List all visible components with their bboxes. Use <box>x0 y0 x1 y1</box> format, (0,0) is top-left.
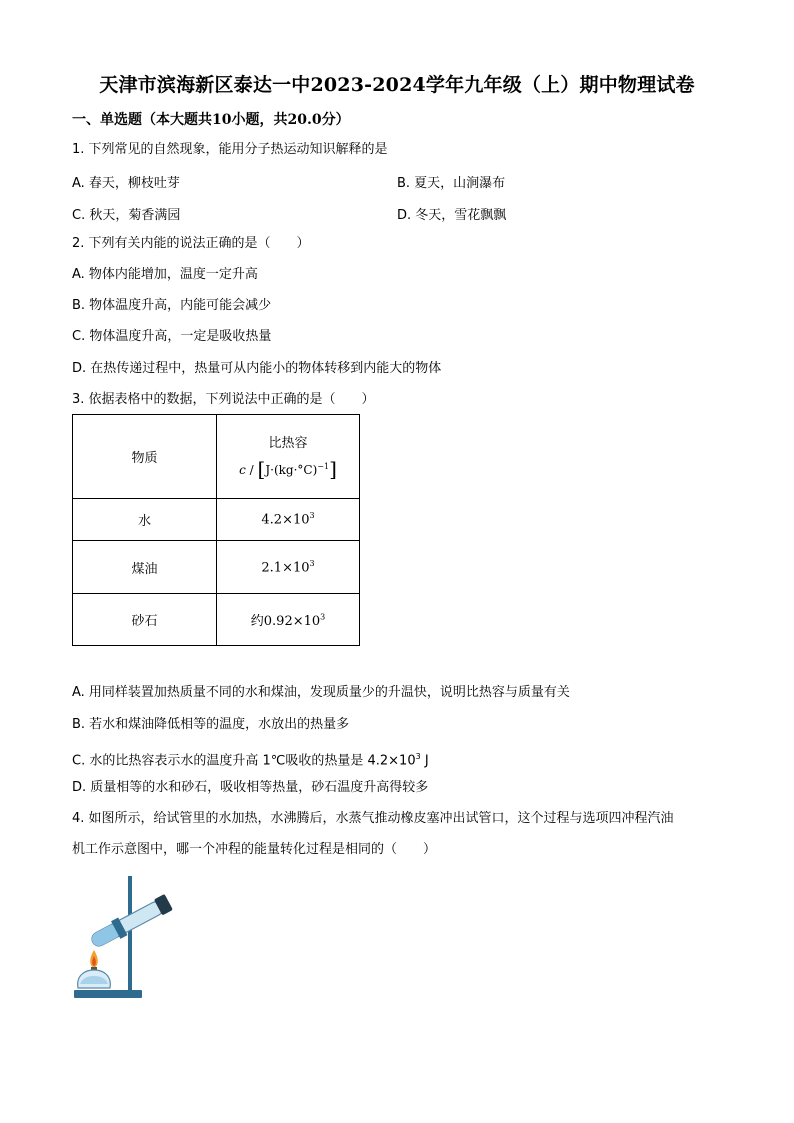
question-1-stem: 1. 下列常见的自然现象，能用分子热运动知识解释的是 <box>72 142 388 157</box>
question-3-option-b: B. 若水和煤油降低相等的温度，水放出的热量多 <box>72 717 350 732</box>
table-row <box>73 499 360 541</box>
option-c-exponent: 3 <box>415 752 421 761</box>
question-3-stem: 3. 依据表格中的数据，下列说法中正确的是（ ） <box>72 392 375 407</box>
value-mantissa: 2.1×10 <box>261 560 310 576</box>
test-tube-heating-illustration <box>70 872 180 1002</box>
table-cell-substance: 煤油 <box>73 541 217 594</box>
table-header-unit <box>217 457 359 481</box>
question-2-stem: 2. 下列有关内能的说法正确的是（ ） <box>72 236 310 251</box>
unit-slash: / <box>245 463 258 477</box>
question-1-option-a: A. 春天，柳枝吐芽 <box>72 176 180 191</box>
table-cell-value <box>217 499 360 541</box>
value-prefix: 约 <box>250 614 264 629</box>
question-3-option-d: D. 质量相等的水和砂石，吸收相等热量，砂石温度升高得较多 <box>72 780 429 795</box>
question-3-option-a: A. 用同样装置加热质量不同的水和煤油，发现质量少的升温快，说明比热容与质量有关 <box>72 685 570 700</box>
section-heading: 一、单选题（本大题共10小题，共20.0分） <box>72 112 350 128</box>
question-4-stem-line-1: 4. 如图所示，给试管里的水加热，水沸腾后，水蒸气推动橡皮塞冲出试管口，这个过程与选项四冲程汽油 <box>72 811 674 826</box>
question-2-option-c: C. 物体温度升高，一定是吸收热量 <box>72 329 272 344</box>
value-exponent: 3 <box>320 612 326 622</box>
table-row <box>73 541 360 594</box>
value-exponent: 3 <box>309 511 315 521</box>
left-bracket: [ <box>257 457 266 481</box>
question-1-option-d: D. 冬天，雪花飘飘 <box>397 208 507 223</box>
question-1-option-b: B. 夏天，山涧瀑布 <box>397 176 506 191</box>
table-header-specific-heat-label: 比热容 <box>268 436 308 451</box>
table-cell-substance: 砂石 <box>73 594 217 646</box>
question-2-option-a: A. 物体内能增加，温度一定升高 <box>72 267 258 282</box>
value-mantissa: 0.92×10 <box>263 614 321 629</box>
unit-exponent: −1 <box>317 462 330 471</box>
value-exponent: 3 <box>309 558 315 568</box>
table-cell-value <box>217 594 360 646</box>
option-c-text: C. 水的比热容表示水的温度升高 1℃吸收的热量是 4.2×10 <box>72 753 416 769</box>
table-cell-substance: 水 <box>73 499 217 541</box>
table-row <box>73 594 360 646</box>
specific-heat-table <box>72 414 360 646</box>
right-bracket: ] <box>329 457 337 481</box>
unit-symbol: c <box>239 463 246 477</box>
question-2-option-d: D. 在热传递过程中，热量可从内能小的物体转移到内能大的物体 <box>72 361 442 376</box>
value-mantissa: 4.2×10 <box>261 512 310 528</box>
question-1-option-c: C. 秋天，菊香满园 <box>72 208 181 223</box>
question-4-stem-line-2: 机工作示意图中，哪一个冲程的能量转化过程是相同的（ ） <box>72 842 437 857</box>
question-2-option-b: B. 物体温度升高，内能可能会减少 <box>72 298 272 313</box>
unit-body: J·(kg·°C) <box>265 463 318 477</box>
question-3-option-c <box>72 747 429 771</box>
option-c-unit: J <box>420 753 429 769</box>
stand-rod <box>128 876 132 992</box>
table-cell-value <box>217 541 360 594</box>
table-header-substance: 物质 <box>73 415 217 499</box>
table-header-specific-heat <box>217 415 360 499</box>
page-title: 天津市滨海新区泰达一中2023-2024学年九年级（上）期中物理试卷 <box>99 74 695 96</box>
